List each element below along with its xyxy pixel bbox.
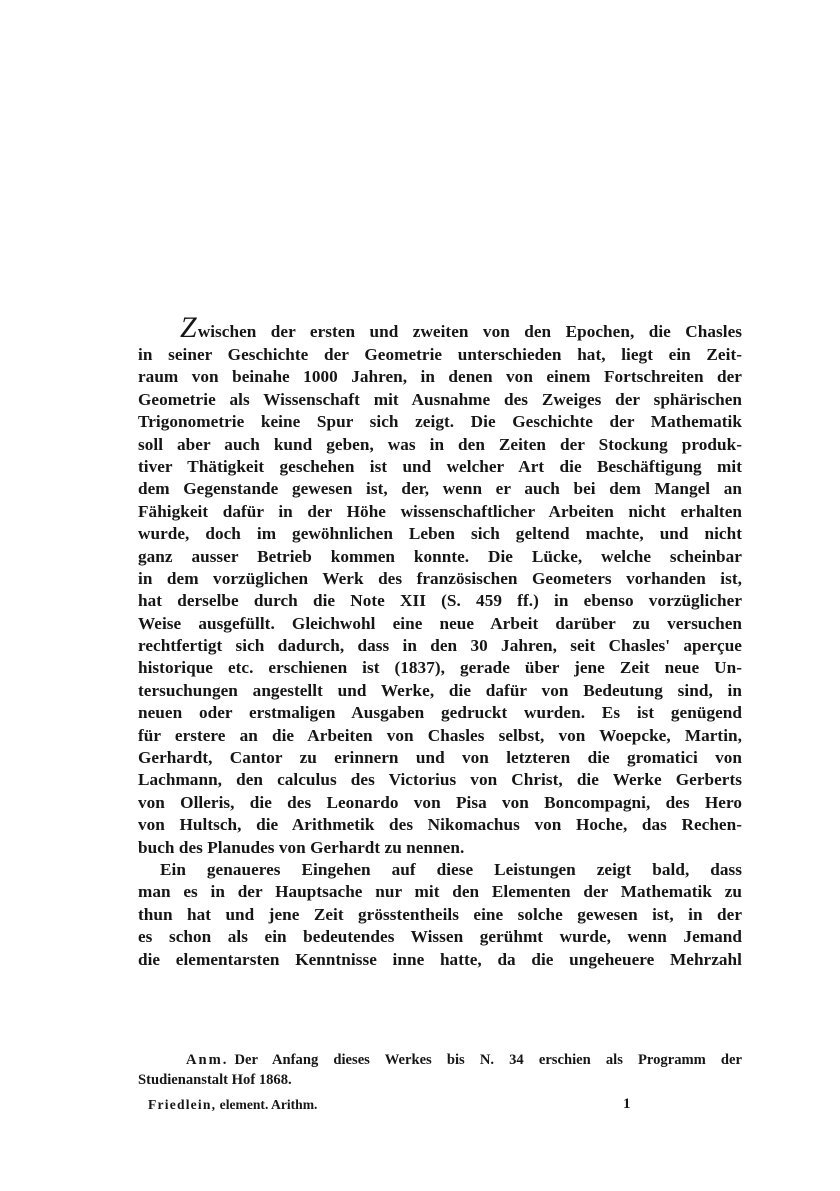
- paragraph-1-line: Weise ausgefüllt. Gleichwohl eine neue Arbeit darüber zu versuchen: [138, 613, 742, 633]
- paragraph-1-line: wurde, doch im gewöhnlichen Leben sich geltend machte, und nicht: [138, 524, 742, 544]
- paragraph-1-line: neuen oder erstmaligen Ausgaben gedruckt wurden. Es ist genügend: [138, 703, 742, 723]
- paragraph-1-line: von Olleris, die des Leonardo von Pisa von Boncompagni, des Hero: [138, 792, 742, 812]
- paragraph-2-line: es schon als ein bedeutendes Wissen gerühmt wurde, wenn Jemand: [138, 927, 742, 947]
- paragraph-1-line: raum von beinahe 1000 Jahren, in denen von einem Fortschreiten der: [138, 367, 742, 387]
- paragraph-2-line: die elementarsten Kenntnisse inne hatte, da die ungeheuere Mehrzahl: [138, 949, 742, 969]
- page-number: 1: [623, 1096, 631, 1112]
- signature-author: Friedlein,: [148, 1097, 217, 1112]
- paragraph-1-line: dem Gegenstande gewesen ist, der, wenn er auch bei dem Mangel an: [138, 479, 742, 499]
- paragraph-1-line: rechtfertigt sich dadurch, dass in den 30 Jahren, seit Chasles' aperçue: [138, 636, 742, 656]
- paragraph-1-line: tiver Thätigkeit geschehen ist und welcher Art die Beschäftigung mit: [138, 456, 742, 476]
- paragraph-1-line: Fähigkeit dafür in der Höhe wissenschaftlicher Arbeiten nicht erhalten: [138, 501, 742, 521]
- paragraph-1-line: für erstere an die Arbeiten von Chasles selbst, von Woepcke, Martin,: [138, 725, 742, 745]
- paragraph-2-line: thun hat und jene Zeit grösstentheils eine solche gewesen ist, in der: [138, 904, 742, 924]
- paragraph-1-line: Lachmann, den calculus des Victorius von Christ, die Werke Gerberts: [138, 770, 742, 790]
- paragraph-1-line: Trigonometrie keine Spur sich zeigt. Die Geschichte der Mathematik: [138, 412, 742, 432]
- paragraph-2-line: man es in der Hauptsache nur mit den Elementen der Mathematik zu: [138, 882, 742, 902]
- paragraph-1-line-1: Zwischen der ersten und zweiten von den Epochen, die Chasles: [180, 311, 742, 344]
- main-text: [138, 311, 742, 971]
- paragraph-1-line: historique etc. erschienen ist (1837), gerade über jene Zeit neue Un-: [138, 658, 742, 678]
- footnote-label: Anm.: [186, 1052, 229, 1068]
- footnote-line-1: Anm. Der Anfang dieses Werkes bis N. 34 erschien als Programm der: [186, 1052, 742, 1068]
- paragraph-1-line: Gerhardt, Cantor zu erinnern und von letzteren die gromatici von: [138, 748, 742, 768]
- paragraph-1-line: soll aber auch kund geben, was in den Zeiten der Stockung produk-: [138, 434, 742, 454]
- footnote-line-2: Studienanstalt Hof 1868.: [138, 1072, 292, 1088]
- paragraph-1-line: tersuchungen angestellt und Werke, die dafür von Bedeutung sind, in: [138, 680, 742, 700]
- drop-cap-letter: Z: [180, 311, 197, 344]
- paragraph-1-line: ganz ausser Betrieb kommen konnte. Die Lücke, welche scheinbar: [138, 546, 742, 566]
- paragraph-1-line: in dem vorzüglichen Werk des französischen Geometers vorhanden ist,: [138, 568, 742, 588]
- paragraph-1-line: Geometrie als Wissenschaft mit Ausnahme des Zweiges der sphärischen: [138, 389, 742, 409]
- signature-title: element. Arithm.: [219, 1097, 318, 1112]
- footnote: [138, 1050, 742, 1090]
- paragraph-1-line: buch des Planudes von Gerhardt zu nennen.: [138, 837, 465, 857]
- paragraph-1-line: in seiner Geschichte der Geometrie unterschieden hat, liegt ein Zeit-: [138, 345, 742, 364]
- paragraph-2-line: Ein genaueres Eingehen auf diese Leistungen zeigt bald, dass: [160, 859, 742, 879]
- paragraph-1-line: hat derselbe durch die Note XII (S. 459 ff.) in ebenso vorzüglicher: [138, 591, 742, 611]
- paragraph-1-line: von Hultsch, die Arithmetik des Nikomachus von Hoche, das Rechen-: [138, 815, 742, 835]
- printer-signature: [148, 1096, 317, 1114]
